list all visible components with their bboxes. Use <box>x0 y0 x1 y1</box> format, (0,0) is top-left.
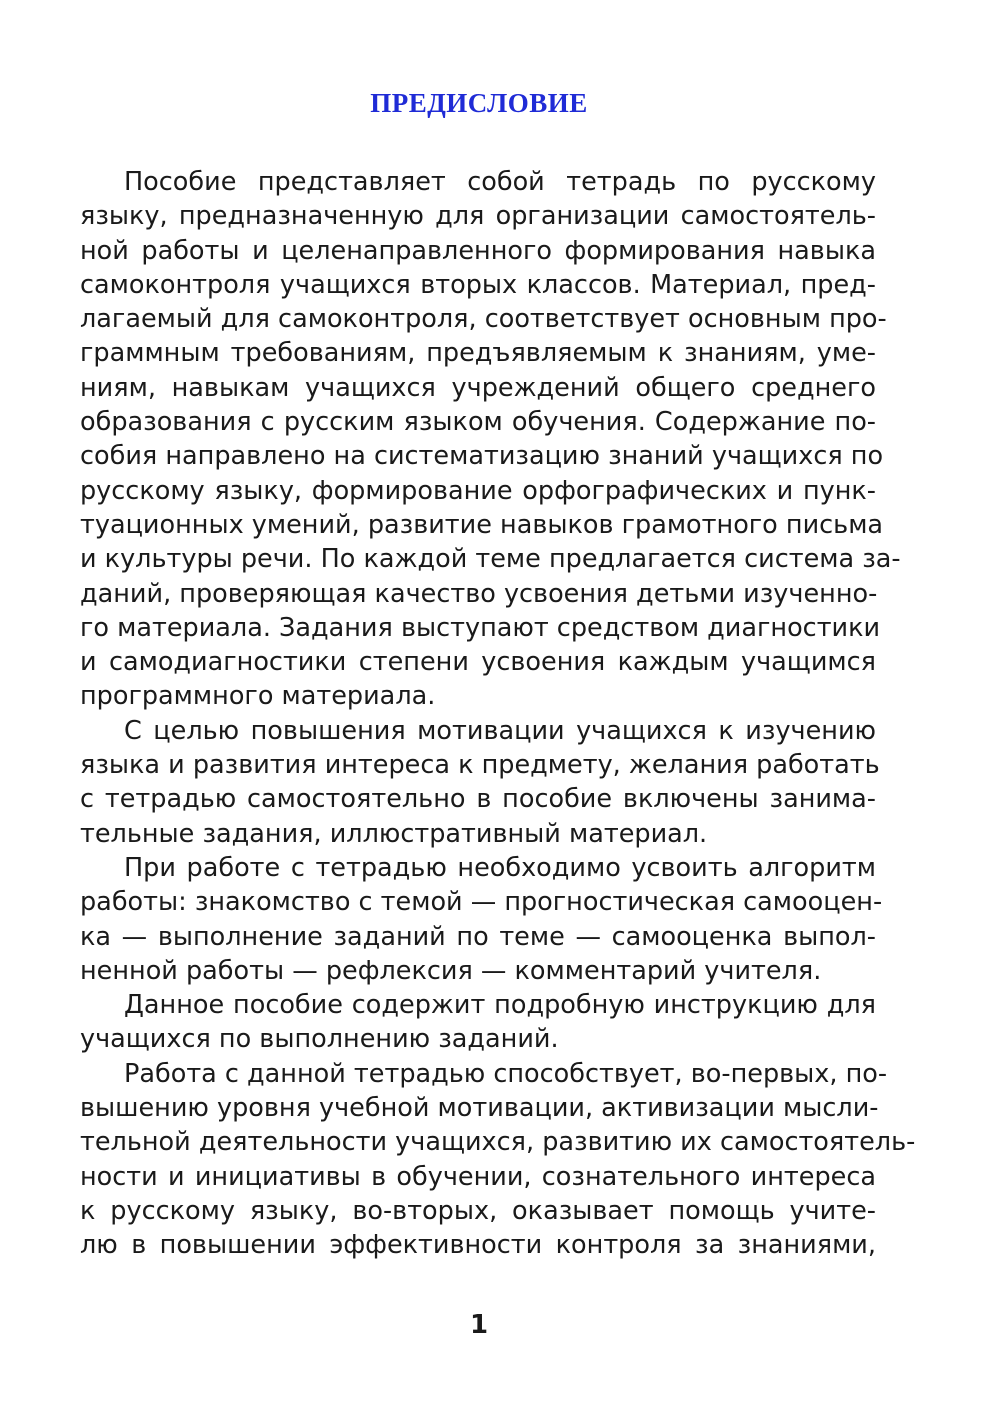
text-line: лю в повышении эффективности контроля за знаниями, <box>80 1230 876 1261</box>
text-line: Пособие представляет собой тетрадь по русскому <box>124 167 876 197</box>
text-line: С целью повышения мотивации учащихся к изучению <box>124 715 876 746</box>
text-line: с тетрадью самостоятельно в пособие включены занима- <box>80 784 876 815</box>
paragraph <box>80 165 901 714</box>
text-line: ной работы и целенаправленного формирования навыка <box>80 235 876 266</box>
text-line: языку, предназначенную для организации самостоятель- <box>80 201 876 232</box>
text-line: программного материала. <box>80 681 436 712</box>
text-line: тельные задания, иллюстративный материал. <box>80 818 708 849</box>
text-line: работы: знакомство с темой — прогностическая самооцен- <box>80 887 883 918</box>
text-line: русскому языку, формирование орфографических и пунк- <box>80 475 876 506</box>
paragraph <box>80 851 883 988</box>
paragraph <box>80 988 876 1057</box>
text-line: образования с русским языком обучения. Содержание по- <box>80 407 876 438</box>
text-line: языка и развития интереса к предмету, желания работать <box>80 750 880 781</box>
text-line: лагаемый для самоконтроля, соответствует основным про- <box>80 304 887 335</box>
text-line: ка — выполнение заданий по теме — самооценка выпол- <box>80 921 876 952</box>
text-line: туационных умений, развитие навыков грамотного письма <box>80 509 884 540</box>
preface-body <box>80 165 916 1263</box>
paragraph <box>80 714 880 851</box>
text-line: ниям, навыкам учащихся учреждений общего среднего <box>80 372 876 403</box>
text-line: учащихся по выполнению заданий. <box>80 1024 559 1055</box>
text-line: Данное пособие содержит подробную инструкцию для <box>124 990 876 1021</box>
page-number: 1 <box>469 1310 489 1340</box>
text-line: ненной работы — рефлексия — комментарий учителя. <box>80 955 822 986</box>
text-line: самоконтроля учащихся вторых классов. Материал, пред- <box>80 269 876 300</box>
text-line: собия направлено на систематизацию знаний учащихся по <box>80 441 884 472</box>
text-line: граммным требованиям, предъявляемым к знаниям, уме- <box>80 338 876 369</box>
text-line: и самодиагностики степени усвоения каждым учащимся <box>80 647 876 678</box>
text-line: и культуры речи. По каждой теме предлагается система за- <box>80 544 901 575</box>
text-line: Работа с данной тетрадью способствует, во-первых, по- <box>124 1058 888 1089</box>
text-line: к русскому языку, во-вторых, оказывает помощь учите- <box>80 1195 876 1226</box>
text-line: тельной деятельности учащихся, развитию их самостоятель- <box>80 1127 916 1158</box>
page-title: ПРЕДИСЛОВИЕ <box>370 88 588 118</box>
text-line: ности и инициативы в обучении, сознательного интереса <box>80 1161 876 1192</box>
text-line: го материала. Задания выступают средством диагностики <box>80 612 881 643</box>
text-line: вышению уровня учебной мотивации, активизации мысли- <box>80 1093 879 1124</box>
text-line: При работе с тетрадью необходимо усвоить алгоритм <box>124 852 876 883</box>
text-line: даний, проверяющая качество усвоения детьми изученно- <box>80 578 878 609</box>
paragraph <box>80 1057 916 1263</box>
